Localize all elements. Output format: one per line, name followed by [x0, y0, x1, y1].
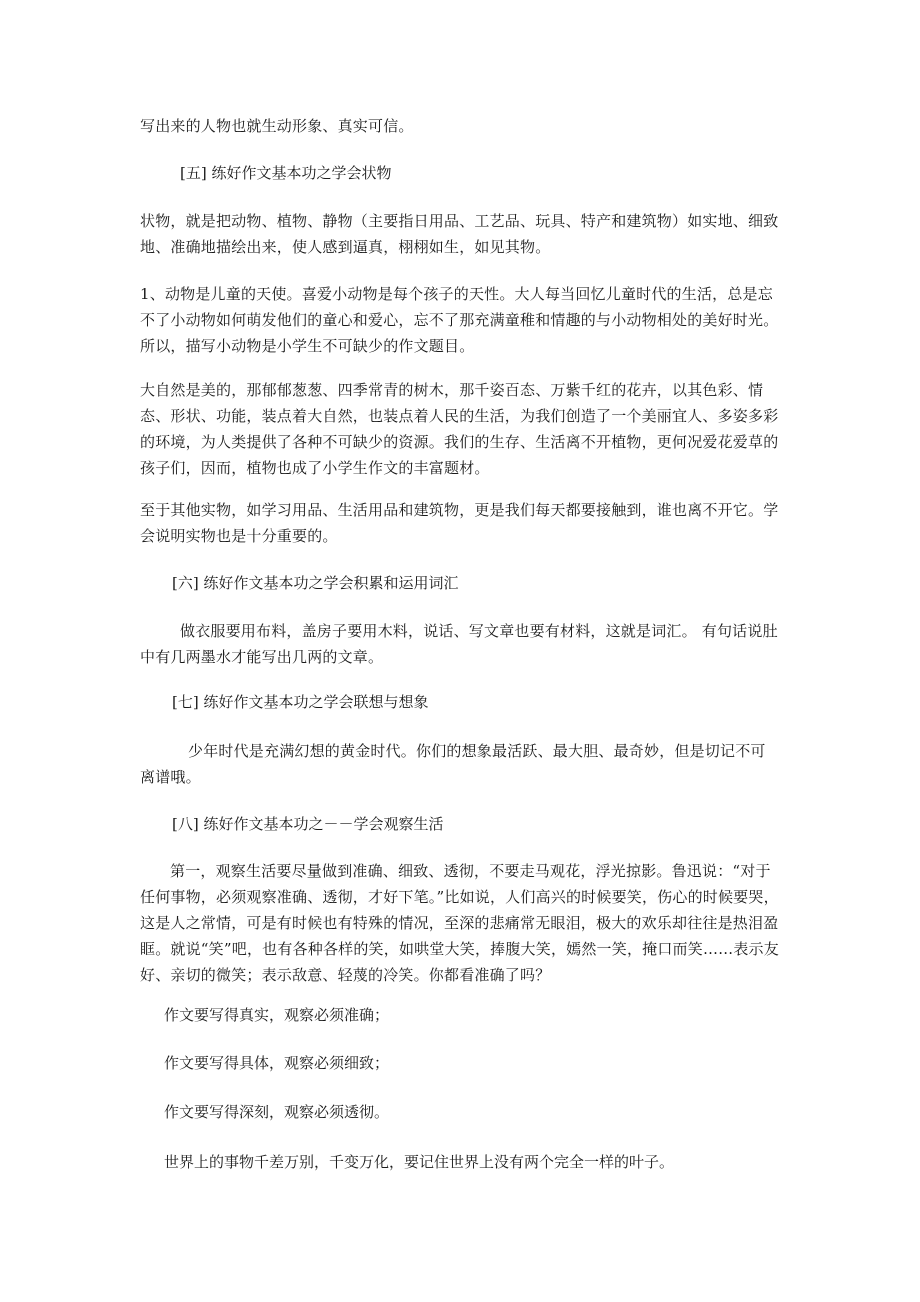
- section-heading-6: [六] 练好作文基本功之学会积累和运用词汇: [172, 574, 459, 592]
- paragraph-nature: 大自然是美的，那郁郁葱葱、四季常青的树木，那千姿百态、万紫千红的花卉，以其色彩、情态、形状、功能，装点着大自然，也装点着人民的生活，为我们创造了一个美丽宜人、多姿多彩的环境，为人类提供了各种不可缺少的资源。我们的生存、生活离不开植物，更何况爱花爱草的孩子们，因而，植物也成了小学生作文的丰富题材。: [140, 381, 779, 477]
- paragraph-describing-objects: 状物，就是把动物、植物、静物（主要指日用品、工艺品、玩具、特产和建筑物）如实地、细致地、准确地描绘出来，使人感到逼真，栩栩如生，如见其物。: [140, 212, 779, 256]
- paragraph-observe-accurate: 作文要写得真实，观察必须准确；: [164, 1006, 390, 1024]
- paragraph-animals: 1、动物是儿童的天使。喜爱小动物是每个孩子的天性。大人每当回忆儿童时代的生活，总是忘不了小动物如何萌发他们的童心和爱心，忘不了那充满童稚和情趣的与小动物相处的美好时光。所以，描写小动物是小学生不可缺少的作文题目。: [140, 285, 779, 355]
- paragraph-observation: 第一，观察生活要尽量做到准确、细致、透彻，不要走马观花，浮光掠影。鲁迅说：“对于任何事物，必须观察准确、透彻，才好下笔。”比如说，人们高兴的时候要笑，伤心的时候要哭，这是人之常情，可是有时候也有特殊的情况，至深的悲痛常无眼泪，极大的欢乐却往往是热泪盈眶。就说“笑”吧，也有各种各样的笑，如哄堂大笑，捧腹大笑，嫣然一笑，掩口而笑……表示友好、亲切的微笑；表示敌意、轻蔑的冷笑。你都看准确了吗？: [140, 862, 779, 984]
- paragraph-observe-thorough: 作文要写得深刻，观察必须透彻。: [164, 1103, 390, 1121]
- paragraph-other-objects: 至于其他实物，如学习用品、生活用品和建筑物，更是我们每天都要接触到，谁也离不开它。学会说明实物也是十分重要的。: [140, 501, 779, 545]
- paragraph-vocabulary: 做衣服要用布料，盖房子要用木料，说话、写文章也要有材料，这就是词汇。 有句话说肚中有几两墨水才能写出几两的文章。: [140, 622, 778, 666]
- paragraph-observe-detailed: 作文要写得具体，观察必须细致；: [164, 1054, 390, 1072]
- paragraph-leaves: 世界上的事物千差万别，千变万化，要记住世界上没有两个完全一样的叶子。: [164, 1153, 675, 1171]
- section-heading-7: [七] 练好作文基本功之学会联想与想象: [172, 693, 429, 711]
- section-heading-8: [八] 练好作文基本功之－－学会观察生活: [172, 815, 444, 833]
- paragraph-imagination: 少年时代是充满幻想的黄金时代。你们的想象最活跃、最大胆、最奇妙，但是切记不可离谱哦。: [140, 742, 766, 786]
- paragraph-intro-end: 写出来的人物也就生动形象、真实可信。: [140, 117, 414, 135]
- section-heading-5: [五] 练好作文基本功之学会状物: [180, 164, 392, 182]
